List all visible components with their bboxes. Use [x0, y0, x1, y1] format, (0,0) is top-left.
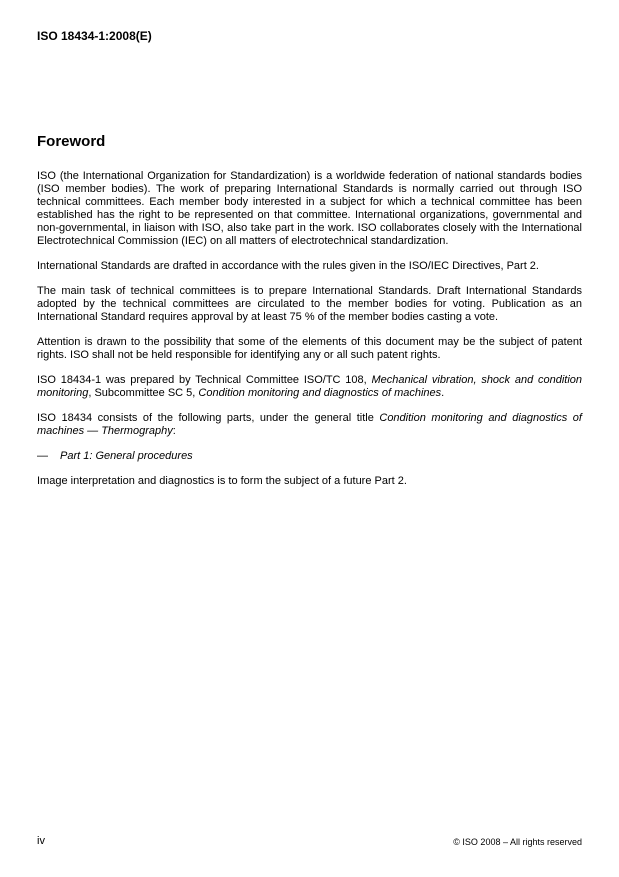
section-title: Foreword: [37, 133, 106, 150]
document-number: ISO 18434-1:2008(E): [37, 29, 152, 43]
list-item-part-1: [37, 450, 582, 463]
paragraph-iso-federation: ISO (the International Organization for Standardization) is a worldwide federation of national standards bodies (ISO member bodies). The work of preparing International Standards is normally carried out through ISO technical committees. Each member body interested in a subject for which a technical committee has been established has the right to be represented on that committee. International organizations, governmental and non-governmental, in liaison with ISO, also take part in the work. ISO collaborates closely with the International Electrotechnical Commission (IEC) on all matters of electrotechnical standardization.: [37, 170, 582, 247]
list-dash: —: [37, 450, 48, 462]
paragraph-future-part-2: Image interpretation and diagnostics is to form the subject of a future Part 2.: [37, 475, 407, 487]
page-number: iv: [37, 835, 45, 847]
paragraph-main-task: The main task of technical committees is to prepare International Standards. Draft International Standards adopted by the technical committees are circulated to the member bodies for voting. Publication as an International Standard requires approval by at least 75 % of the member bodies casting a vote.: [37, 285, 582, 323]
foreword-section: [37, 133, 582, 500]
paragraph-prepared-by: ISO 18434-1 was prepared by Technical Committee ISO/TC 108, Mechanical vibration, shock and condition monitoring, Subcommittee SC 5, Condition monitoring and diagnostics of machines.: [37, 374, 583, 399]
page-footer: [37, 835, 582, 847]
list-item-text: Part 1: General procedures: [60, 450, 193, 462]
copyright-notice: © ISO 2008 – All rights reserved: [453, 837, 582, 847]
paragraph-directives: International Standards are drafted in accordance with the rules given in the ISO/IEC Directives, Part 2.: [37, 260, 539, 272]
paragraph-patent-rights: Attention is drawn to the possibility that some of the elements of this document may be the subject of patent rights. ISO shall not be held responsible for identifying any or all such patent rights.: [37, 336, 582, 361]
paragraph-consists-of: ISO 18434 consists of the following parts, under the general title Condition monitoring and diagnostics of machines — Thermography:: [37, 412, 582, 437]
